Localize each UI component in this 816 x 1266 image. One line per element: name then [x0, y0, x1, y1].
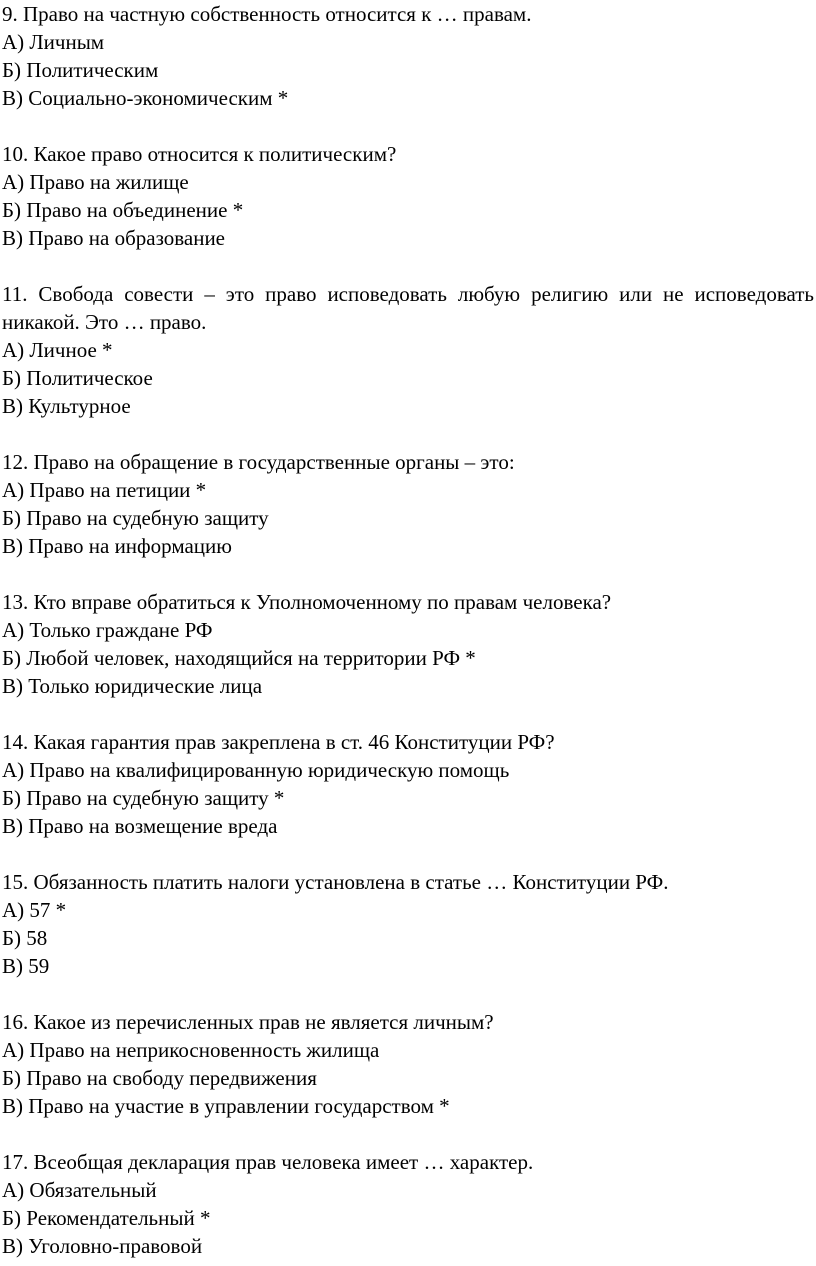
question-14 [2, 728, 814, 840]
answer-option-c: В) Право на возмещение вреда [2, 814, 278, 838]
answer-option-a: А) 57 * [2, 898, 67, 922]
quiz-document [2, 0, 814, 1260]
answer-option-a: А) Право на жилище [2, 170, 189, 194]
question-17 [2, 1148, 814, 1260]
answer-option-c: В) 59 [2, 954, 50, 978]
question-text: 10. Какое право относится к политическим? [2, 142, 397, 166]
answer-option-a: А) Право на неприкосновенность жилища [2, 1038, 380, 1062]
answer-option-c: В) Культурное [2, 394, 131, 418]
answer-option-b: Б) Любой человек, находящийся на территории РФ * [2, 646, 476, 670]
question-13 [2, 588, 814, 700]
answer-option-b: Б) Право на судебную защиту * [2, 786, 285, 810]
answer-option-a: А) Обязательный [2, 1178, 157, 1202]
answer-option-a: А) Личным [2, 30, 105, 54]
question-text: 11. Свобода совести – это право исповедовать любую религию или не исповедовать никакой. Это … право. [2, 282, 814, 334]
question-16 [2, 1008, 814, 1120]
answer-option-b: Б) 58 [2, 926, 48, 950]
answer-option-b: Б) Право на объединение * [2, 198, 244, 222]
answer-option-b: Б) Политическим [2, 58, 159, 82]
question-10 [2, 140, 814, 252]
answer-option-b: Б) Право на свободу передвижения [2, 1066, 317, 1090]
question-text: 15. Обязанность платить налоги установлена в статье … Конституции РФ. [2, 870, 669, 894]
answer-option-c: В) Право на участие в управлении государством * [2, 1094, 450, 1118]
question-text: 17. Всеобщая декларация прав человека имеет … характер. [2, 1150, 534, 1174]
question-15 [2, 868, 814, 980]
answer-option-b: Б) Рекомендательный * [2, 1206, 211, 1230]
question-text: 9. Право на частную собственность относится к … правам. [2, 2, 532, 26]
question-text: 16. Какое из перечисленных прав не является личным? [2, 1010, 494, 1034]
answer-option-c: В) Социально-экономическим * [2, 86, 289, 110]
answer-option-c: В) Только юридические лица [2, 674, 263, 698]
answer-option-b: Б) Право на судебную защиту [2, 506, 269, 530]
question-11 [2, 280, 814, 420]
question-text: 14. Какая гарантия прав закреплена в ст. 46 Конституции РФ? [2, 730, 555, 754]
answer-option-b: Б) Политическое [2, 366, 153, 390]
question-9 [2, 0, 814, 112]
answer-option-a: А) Личное * [2, 338, 113, 362]
answer-option-a: А) Только граждане РФ [2, 618, 213, 642]
answer-option-c: В) Право на информацию [2, 534, 232, 558]
question-text: 13. Кто вправе обратиться к Уполномоченному по правам человека? [2, 590, 612, 614]
question-text: 12. Право на обращение в государственные органы – это: [2, 450, 515, 474]
answer-option-c: В) Право на образование [2, 226, 226, 250]
answer-option-a: А) Право на квалифицированную юридическую помощь [2, 758, 510, 782]
question-12 [2, 448, 814, 560]
answer-option-c: В) Уголовно-правовой [2, 1234, 203, 1258]
answer-option-a: А) Право на петиции * [2, 478, 207, 502]
